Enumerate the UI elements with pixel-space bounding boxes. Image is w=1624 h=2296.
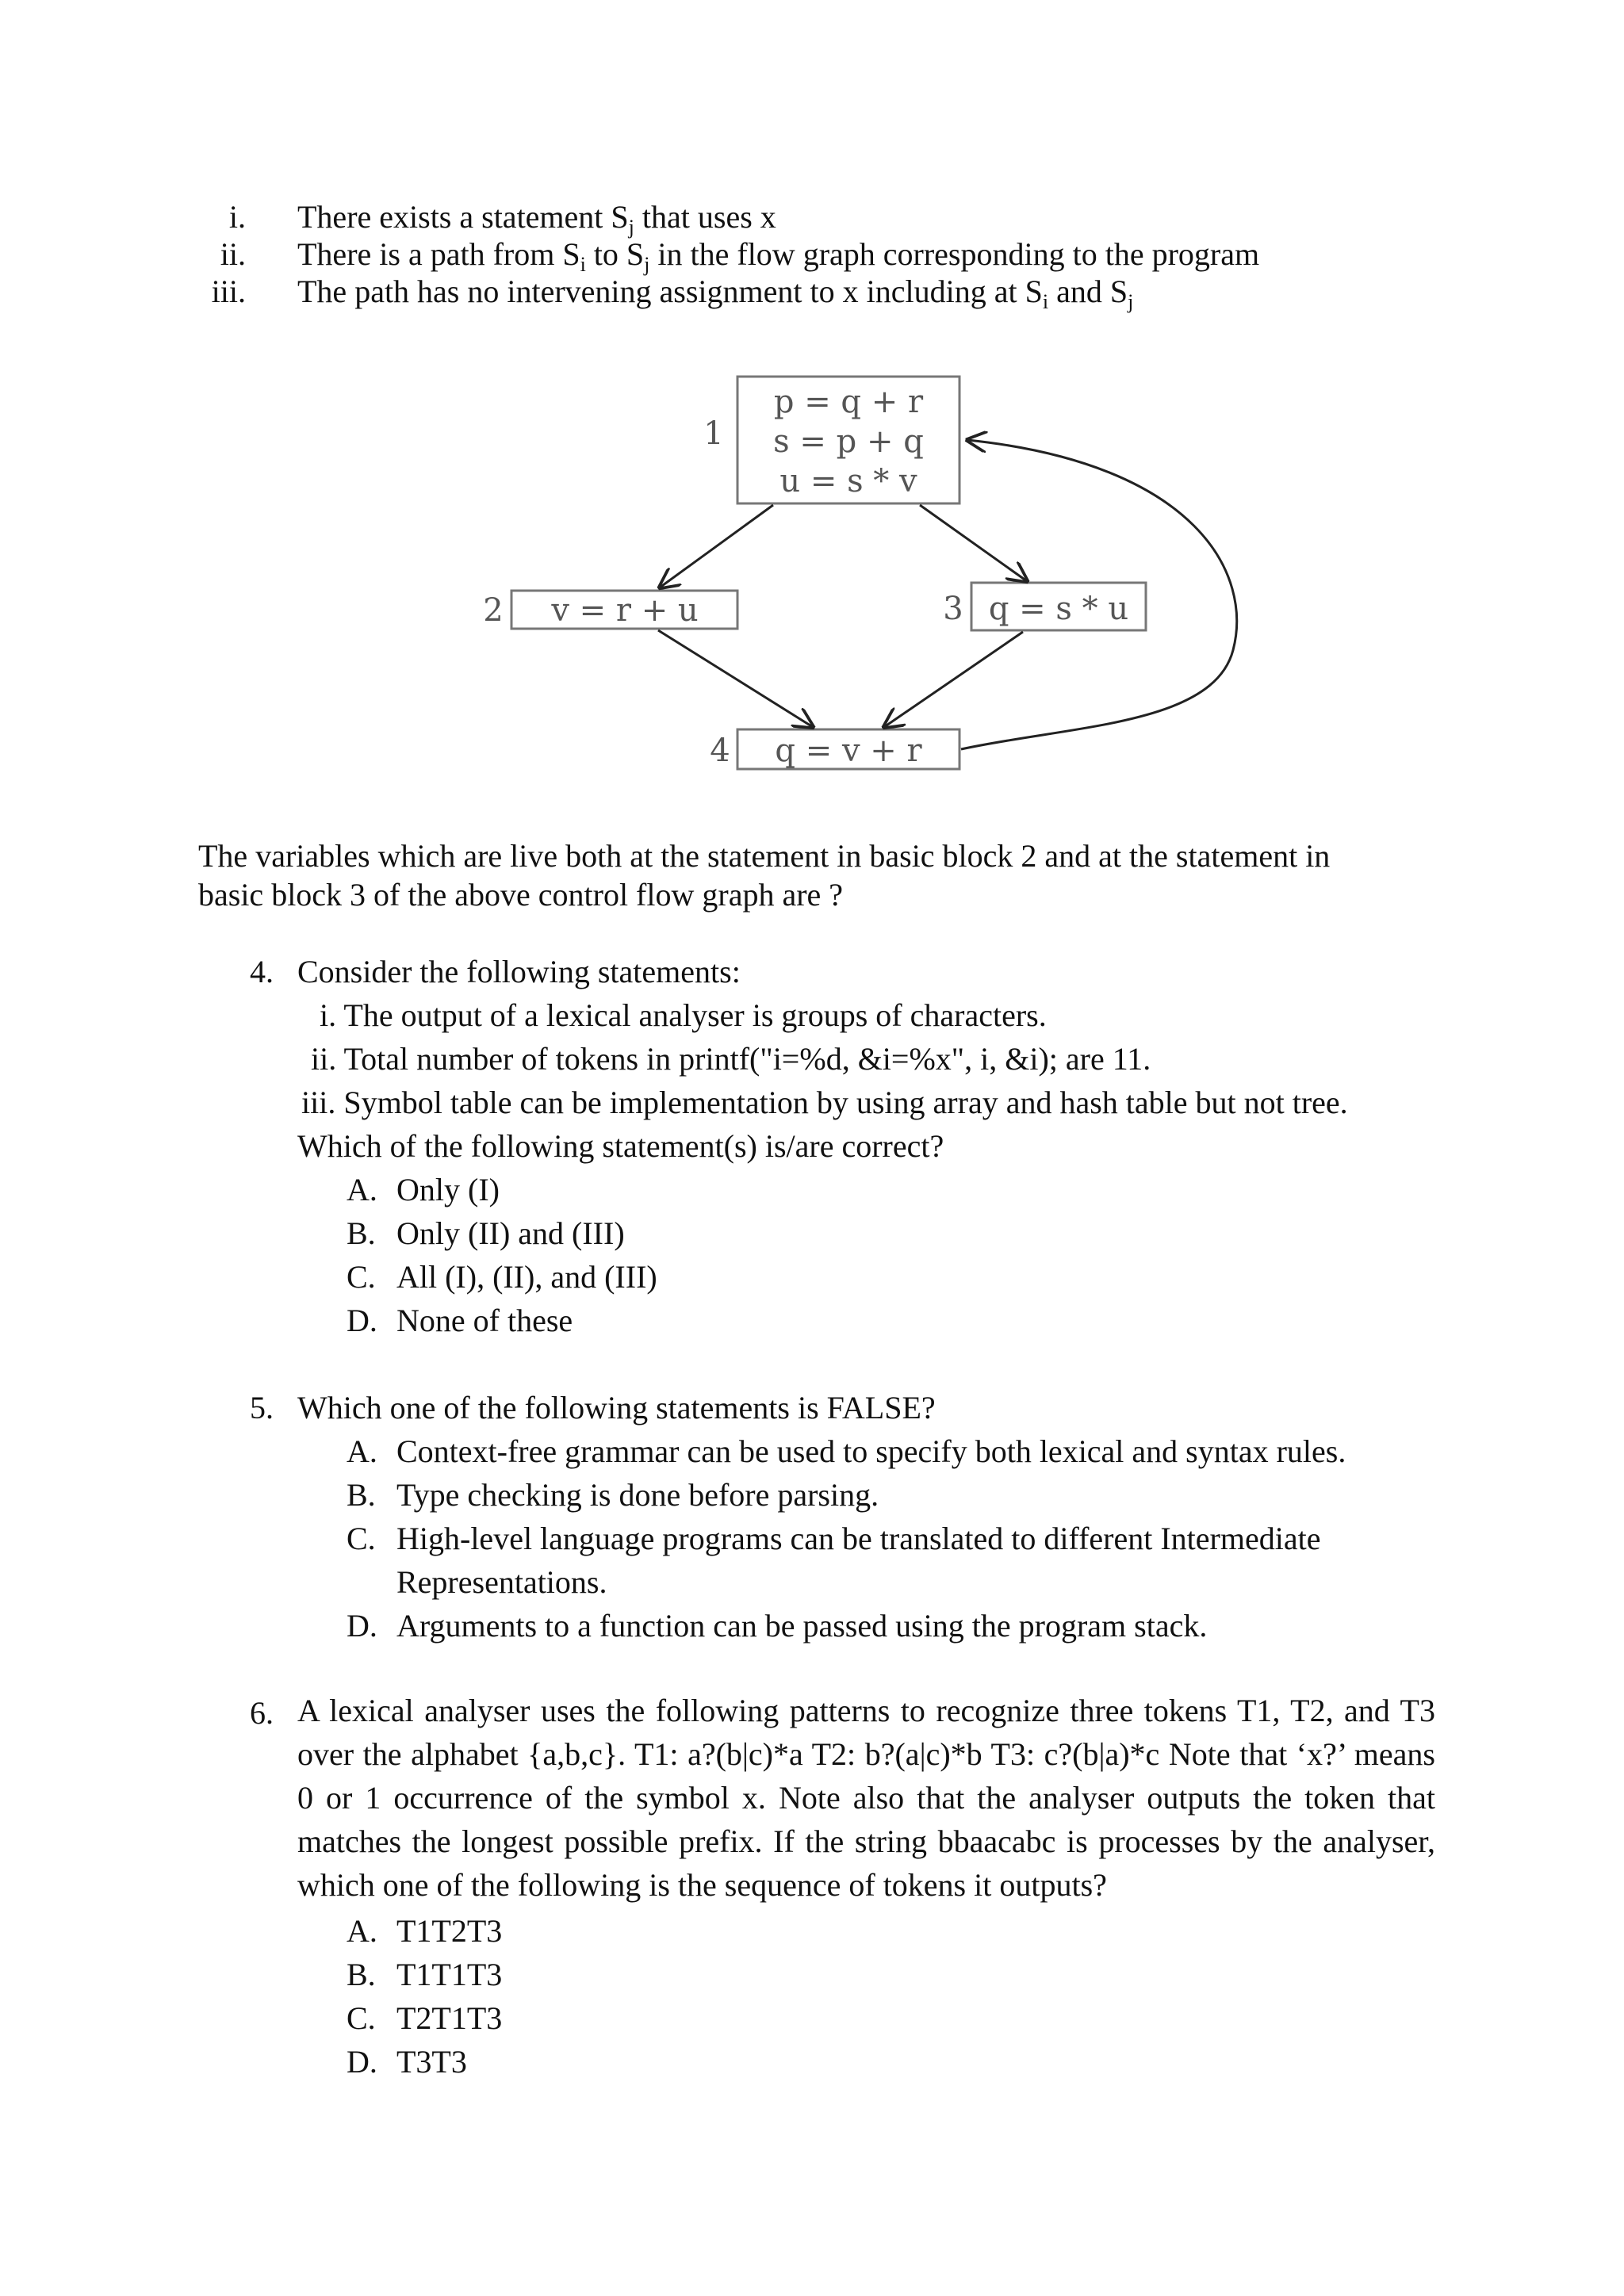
option-item: A. T1T2T3 <box>347 1913 503 1949</box>
edge-2-to-4 <box>658 630 813 727</box>
option-continuation: Representations. <box>396 1564 607 1600</box>
option-item: C. All (I), (II), and (III) <box>347 1259 657 1295</box>
block-1-stmt: s = p + q <box>773 423 924 460</box>
question-stem: Consider the following statements: <box>297 954 741 989</box>
block-3 <box>943 583 1146 630</box>
condition-item: There exists a statement $S_j$ that uses x <box>297 199 776 239</box>
block-2-label: 2 <box>483 592 504 629</box>
edge-1-to-3 <box>920 505 1027 581</box>
question-stem: Which one of the following statements is FALSE? <box>297 1390 936 1425</box>
statement-item: i. The output of a lexical analyser is groups of characters. <box>320 997 1047 1033</box>
block-4-label: 4 <box>710 733 730 769</box>
option-item: B. T1T1T3 <box>347 1957 503 1992</box>
block-3-label: 3 <box>943 591 963 627</box>
option-item: D. Arguments to a function can be passed using the program stack. <box>347 1608 1208 1644</box>
option-item: B. Type checking is done before parsing. <box>347 1477 879 1513</box>
statement-item: iii. Symbol table can be implementation by using array and hash table but not tree. <box>301 1085 1348 1120</box>
block-1 <box>703 377 959 503</box>
question-prompt: Which of the following statement(s) is/are correct? <box>297 1128 944 1164</box>
question-stem: A lexical analyser uses the following patterns to recognize three tokens T1, T2, and T3 over the alphabet {a,b,c}. T1: a?(b|c)*a T2: b?(a|c)*b T3: c?(b|a)*c Note that ‘x?’ means 0 or 1 occurrence of the symbol x. Note also that the analyser outputs the token that matches the longest possible prefix. If the string bbaacabc is processes by the analyser, which one of the following is the sequence of tokens it outputs? <box>297 1693 1435 1903</box>
question-number: 6. <box>250 1695 274 1731</box>
edge-1-to-2 <box>660 505 773 587</box>
option-item: C. T2T1T3 <box>347 2000 503 2036</box>
option-item: A. Context-free grammar can be used to specify both lexical and syntax rules. <box>347 1433 1346 1469</box>
block-2 <box>483 591 737 629</box>
block-1-stmt: p = q + r <box>773 384 924 420</box>
question-text: basic block 3 of the above control flow graph are ? <box>198 877 844 913</box>
condition-item: There is a path from $S_i$ to $S_j$ in the flow graph corresponding to the program <box>297 236 1260 276</box>
block-4 <box>710 729 959 769</box>
condition-item: The path has no intervening assignment to x including at $S_i$ and $S_j$ <box>297 274 1134 313</box>
block-1-label: 1 <box>703 415 724 452</box>
option-item: C. High-level language programs can be translated to different Intermediate <box>347 1521 1321 1556</box>
condition-marker: i. <box>228 199 246 235</box>
block-2-stmt: v = r + u <box>551 592 699 629</box>
edge-3-to-4 <box>884 632 1023 727</box>
control-flow-graph <box>452 353 1277 797</box>
question-number: 5. <box>250 1390 274 1425</box>
question-text: The variables which are live both at the statement in basic block 2 and at the statement in <box>198 838 1331 874</box>
option-item: D. None of these <box>347 1303 573 1338</box>
statement-item: ii. Total number of tokens in printf("i=%d, &i=%x", i, &i); are 11. <box>311 1041 1151 1077</box>
block-4-stmt: q = v + r <box>775 733 922 769</box>
option-item: B. Only (II) and (III) <box>347 1215 625 1251</box>
question-number: 4. <box>250 954 274 989</box>
option-item: A. Only (I) <box>347 1172 500 1207</box>
option-item: D. T3T3 <box>347 2044 467 2080</box>
block-3-stmt: q = s * u <box>988 591 1129 627</box>
condition-marker: ii. <box>220 236 246 272</box>
block-1-stmt: u = s * v <box>779 463 917 499</box>
condition-marker: iii. <box>211 274 246 309</box>
